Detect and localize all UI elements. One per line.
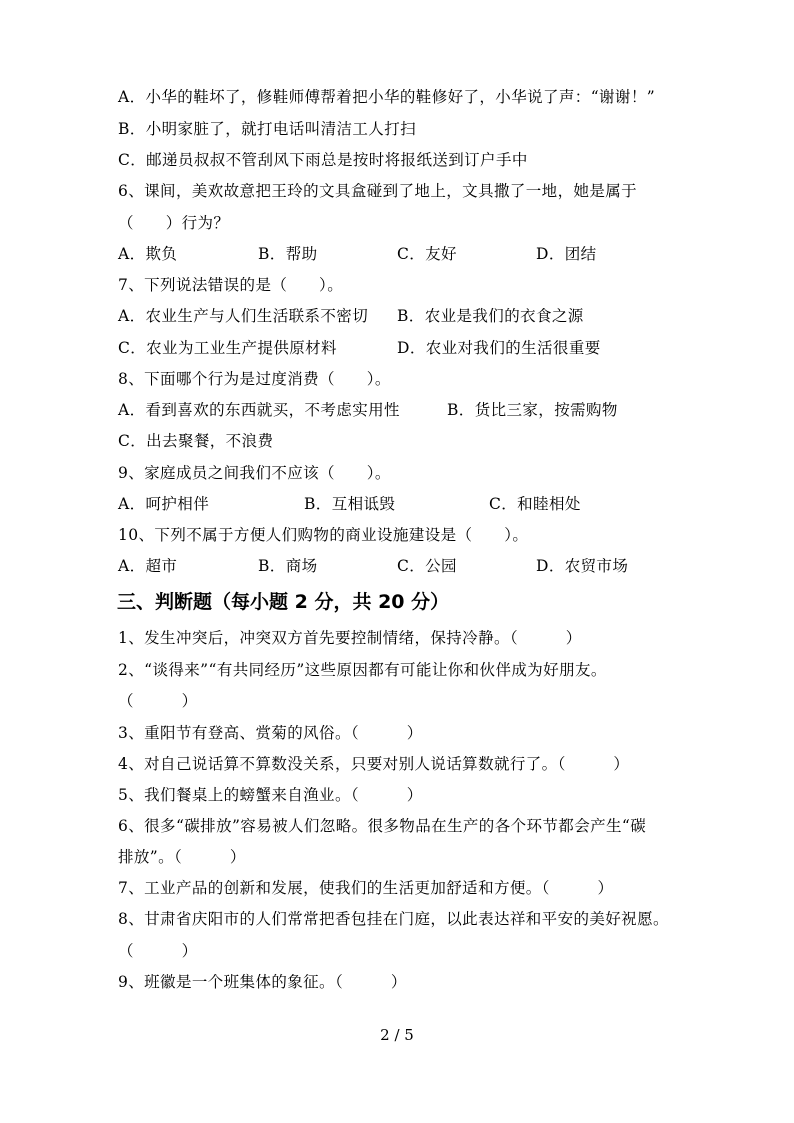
- q10-option-a: A．超市: [118, 557, 178, 575]
- q9-option-c: C．和睦相处: [489, 495, 581, 513]
- q10-option-b: B．商场: [258, 557, 318, 575]
- judge-item-continued: （ ）: [118, 692, 198, 710]
- q8-option-b: B．货比三家，按需购物: [447, 401, 618, 419]
- q5-option-b: B．小明家脏了，就打电话叫清洁工人打扫: [118, 120, 416, 138]
- q7-option-a: A．农业生产与人们生活联系不密切: [118, 307, 369, 325]
- q7-option-d: D．农业对我们的生活很重要: [397, 339, 601, 357]
- judge-item: 2、“谈得来”“有共同经历”这些原因都有可能让你和伙伴成为好朋友。: [118, 661, 607, 679]
- q9-option-a: A．呵护相伴: [118, 495, 210, 513]
- q9-option-b: B．互相诋毁: [304, 495, 396, 513]
- judge-item: 4、对自己说话算不算数没关系，只要对别人说话算数就行了。（ ）: [118, 755, 630, 773]
- judge-item: 6、很多“碳排放”容易被人们忽略。很多物品在生产的各个环节都会产生“碳: [118, 817, 647, 835]
- q10-stem: 10、下列不属于方便人们购物的商业设施建设是（ ）。: [118, 526, 529, 544]
- page-number: 2 / 5: [380, 1026, 414, 1044]
- judge-item: 5、我们餐桌上的螃蟹来自渔业。（ ）: [118, 786, 423, 804]
- q6-option-a: A．欺负: [118, 245, 178, 263]
- q8-stem: 8、下面哪个行为是过度消费（ ）。: [118, 370, 391, 388]
- q8-option-a: A．看到喜欢的东西就买，不考虑实用性: [118, 401, 400, 419]
- q7-option-c: C．农业为工业生产提供原材料: [118, 339, 337, 357]
- judge-item: 7、工业产品的创新和发展，使我们的生活更加舒适和方便。（ ）: [118, 879, 614, 897]
- judge-item: 3、重阳节有登高、赏菊的风俗。（ ）: [118, 724, 423, 742]
- q6-stem-continued: （ ）行为？: [118, 214, 230, 232]
- q6-stem: 6、课间，美欢故意把王玲的文具盒碰到了地上，文具撒了一地，她是属于: [118, 182, 638, 200]
- judge-item-continued: 排放”。（ ）: [118, 848, 246, 866]
- q7-stem: 7、下列说法错误的是（ ）。: [118, 276, 344, 294]
- q10-option-d: D．农贸市场: [536, 557, 629, 575]
- judge-item: 1、发生冲突后，冲突双方首先要控制情绪，保持冷静。（ ）: [118, 629, 582, 647]
- q5-option-a: A．小华的鞋坏了，修鞋师傅帮着把小华的鞋修好了，小华说了声：“谢谢！”: [118, 88, 656, 106]
- section3-heading: 三、判断题（每小题 2 分，共 20 分）: [117, 591, 450, 613]
- q7-option-b: B．农业是我们的衣食之源: [397, 307, 584, 325]
- judge-item-continued: （ ）: [118, 942, 198, 960]
- judge-item: 8、甘肃省庆阳市的人们常常把香包挂在门庭，以此表达祥和平安的美好祝愿。: [118, 910, 669, 928]
- q10-option-c: C．公园: [397, 557, 457, 575]
- q5-option-c: C．邮递员叔叔不管刮风下雨总是按时将报纸送到订户手中: [118, 151, 528, 169]
- judge-item: 9、班徽是一个班集体的象征。（ ）: [118, 973, 407, 991]
- q6-option-c: C．友好: [397, 245, 457, 263]
- q9-stem: 9、家庭成员之间我们不应该（ ）。: [118, 464, 391, 482]
- q6-option-d: D．团结: [536, 245, 597, 263]
- q8-option-c: C．出去聚餐，不浪费: [118, 432, 274, 450]
- q6-option-b: B．帮助: [258, 245, 318, 263]
